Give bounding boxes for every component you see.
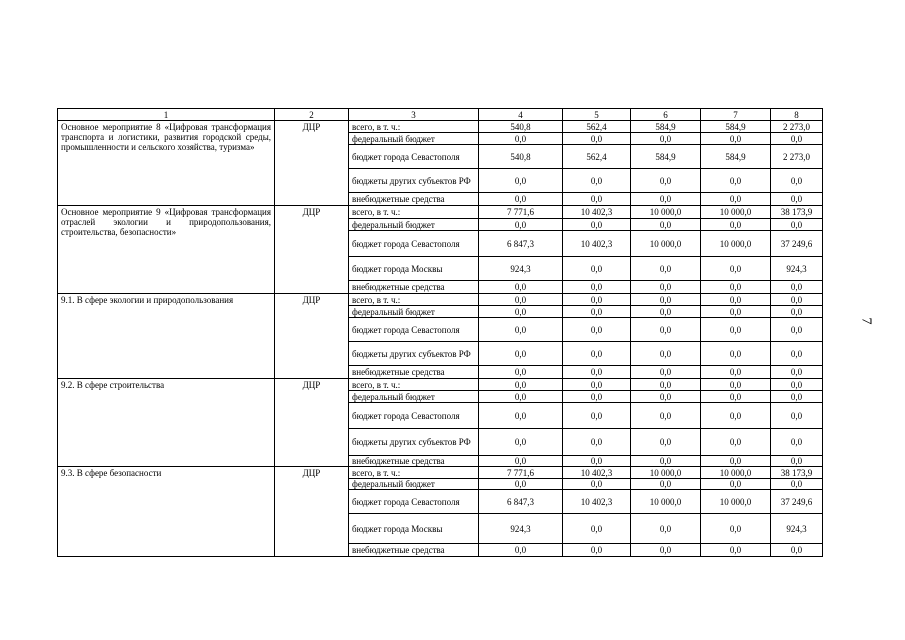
funding-source: федеральный бюджет — [349, 219, 479, 231]
amount-cell: 0,0 — [479, 379, 563, 391]
amount-cell: 37 249,6 — [771, 490, 823, 514]
amount-cell: 0,0 — [771, 391, 823, 403]
amount-cell: 0,0 — [563, 294, 631, 306]
page-number: 7 — [858, 317, 874, 325]
funding-source: бюджеты других субъектов РФ — [349, 169, 479, 193]
amount-cell: 0,0 — [701, 403, 771, 429]
amount-cell: 0,0 — [479, 219, 563, 231]
funding-source: бюджет города Севастополя — [349, 490, 479, 514]
executor-code: ДЦР — [275, 294, 349, 379]
column-header: 1 — [58, 109, 275, 121]
amount-cell: 0,0 — [631, 133, 701, 145]
amount-cell: 0,0 — [631, 318, 701, 342]
amount-cell: 562,4 — [563, 145, 631, 169]
funding-source: внебюджетные средства — [349, 193, 479, 206]
amount-cell: 0,0 — [701, 169, 771, 193]
column-header: 5 — [563, 109, 631, 121]
amount-cell: 0,0 — [631, 169, 701, 193]
funding-source: всего, в т. ч.: — [349, 294, 479, 306]
funding-source: бюджет города Севастополя — [349, 145, 479, 169]
amount-cell: 540,8 — [479, 145, 563, 169]
amount-cell: 0,0 — [563, 257, 631, 281]
amount-cell: 0,0 — [563, 318, 631, 342]
amount-cell: 0,0 — [701, 294, 771, 306]
funding-source: бюджеты других субъектов РФ — [349, 429, 479, 456]
activity-title: 9.2. В сфере строительства — [58, 379, 275, 467]
amount-cell: 0,0 — [701, 456, 771, 467]
amount-cell: 0,0 — [479, 391, 563, 403]
amount-cell: 0,0 — [563, 219, 631, 231]
amount-cell: 0,0 — [631, 456, 701, 467]
amount-cell: 0,0 — [631, 391, 701, 403]
amount-cell: 2 273,0 — [771, 121, 823, 133]
amount-cell: 10 000,0 — [701, 231, 771, 257]
amount-cell: 7 771,6 — [479, 206, 563, 219]
amount-cell: 584,9 — [631, 121, 701, 133]
funding-source: внебюджетные средства — [349, 281, 479, 294]
funding-source: всего, в т. ч.: — [349, 121, 479, 133]
table-row — [58, 206, 823, 219]
amount-cell: 0,0 — [563, 479, 631, 490]
amount-cell: 0,0 — [563, 403, 631, 429]
amount-cell: 10 000,0 — [631, 206, 701, 219]
amount-cell: 0,0 — [479, 342, 563, 366]
amount-cell: 0,0 — [563, 133, 631, 145]
amount-cell: 0,0 — [479, 294, 563, 306]
funding-source: всего, в т. ч.: — [349, 467, 479, 479]
amount-cell: 7 771,6 — [479, 467, 563, 479]
funding-source: всего, в т. ч.: — [349, 206, 479, 219]
amount-cell: 0,0 — [563, 342, 631, 366]
amount-cell: 0,0 — [631, 429, 701, 456]
amount-cell: 0,0 — [631, 366, 701, 379]
funding-source: бюджет города Москвы — [349, 514, 479, 544]
amount-cell: 0,0 — [631, 306, 701, 318]
funding-source: внебюджетные средства — [349, 366, 479, 379]
amount-cell: 0,0 — [563, 169, 631, 193]
column-header: 4 — [479, 109, 563, 121]
column-number-header — [58, 109, 823, 121]
amount-cell: 0,0 — [631, 219, 701, 231]
amount-cell: 0,0 — [771, 219, 823, 231]
amount-cell: 0,0 — [701, 342, 771, 366]
amount-cell: 0,0 — [771, 306, 823, 318]
amount-cell: 0,0 — [701, 379, 771, 391]
funding-source: бюджет города Севастополя — [349, 403, 479, 429]
amount-cell: 0,0 — [771, 366, 823, 379]
amount-cell: 0,0 — [771, 169, 823, 193]
amount-cell: 0,0 — [701, 514, 771, 544]
table-row — [58, 467, 823, 479]
amount-cell: 0,0 — [701, 219, 771, 231]
column-header: 3 — [349, 109, 479, 121]
amount-cell: 0,0 — [771, 403, 823, 429]
amount-cell: 0,0 — [771, 456, 823, 467]
amount-cell: 0,0 — [701, 429, 771, 456]
executor-code: ДЦР — [275, 467, 349, 557]
amount-cell: 0,0 — [563, 429, 631, 456]
amount-cell: 0,0 — [631, 479, 701, 490]
amount-cell: 0,0 — [631, 342, 701, 366]
funding-source: внебюджетные средства — [349, 456, 479, 467]
amount-cell: 0,0 — [563, 193, 631, 206]
amount-cell: 0,0 — [563, 366, 631, 379]
column-header: 7 — [701, 109, 771, 121]
amount-cell: 0,0 — [701, 133, 771, 145]
funding-source: бюджет города Севастополя — [349, 231, 479, 257]
executor-code: ДЦР — [275, 121, 349, 206]
amount-cell: 0,0 — [771, 318, 823, 342]
table-row — [58, 379, 823, 391]
amount-cell: 0,0 — [701, 391, 771, 403]
amount-cell: 0,0 — [563, 379, 631, 391]
funding-source: федеральный бюджет — [349, 306, 479, 318]
amount-cell: 0,0 — [771, 479, 823, 490]
amount-cell: 0,0 — [479, 169, 563, 193]
amount-cell: 0,0 — [479, 318, 563, 342]
amount-cell: 0,0 — [563, 306, 631, 318]
amount-cell: 0,0 — [563, 281, 631, 294]
amount-cell: 0,0 — [701, 257, 771, 281]
amount-cell: 10 402,3 — [563, 467, 631, 479]
amount-cell: 2 273,0 — [771, 145, 823, 169]
funding-source: бюджеты других субъектов РФ — [349, 342, 479, 366]
funding-source: федеральный бюджет — [349, 479, 479, 490]
amount-cell: 10 000,0 — [701, 206, 771, 219]
amount-cell: 10 402,3 — [563, 231, 631, 257]
amount-cell: 0,0 — [631, 379, 701, 391]
amount-cell: 10 000,0 — [701, 467, 771, 479]
amount-cell: 584,9 — [631, 145, 701, 169]
funding-source: всего, в т. ч.: — [349, 379, 479, 391]
activity-title: Основное мероприятие 9 «Цифровая трансформация отраслей экологии и природопользования, строительства, безопасности» — [58, 206, 275, 294]
amount-cell: 38 173,9 — [771, 206, 823, 219]
amount-cell: 10 000,0 — [631, 231, 701, 257]
column-header: 2 — [275, 109, 349, 121]
amount-cell: 584,9 — [701, 145, 771, 169]
amount-cell: 0,0 — [479, 366, 563, 379]
amount-cell: 0,0 — [479, 133, 563, 145]
amount-cell: 924,3 — [771, 257, 823, 281]
amount-cell: 0,0 — [479, 544, 563, 557]
amount-cell: 0,0 — [701, 193, 771, 206]
amount-cell: 0,0 — [479, 306, 563, 318]
funding-source: внебюджетные средства — [349, 544, 479, 557]
amount-cell: 0,0 — [701, 366, 771, 379]
amount-cell: 0,0 — [771, 544, 823, 557]
amount-cell: 0,0 — [701, 479, 771, 490]
amount-cell: 10 000,0 — [631, 490, 701, 514]
executor-code: ДЦР — [275, 379, 349, 467]
amount-cell: 6 847,3 — [479, 231, 563, 257]
amount-cell: 924,3 — [771, 514, 823, 544]
amount-cell: 0,0 — [771, 429, 823, 456]
table-row — [58, 121, 823, 133]
amount-cell: 0,0 — [479, 281, 563, 294]
amount-cell: 10 402,3 — [563, 490, 631, 514]
column-header: 6 — [631, 109, 701, 121]
amount-cell: 0,0 — [631, 403, 701, 429]
table-row — [58, 294, 823, 306]
amount-cell: 0,0 — [631, 544, 701, 557]
amount-cell: 0,0 — [479, 479, 563, 490]
amount-cell: 0,0 — [771, 342, 823, 366]
funding-source: бюджет города Севастополя — [349, 318, 479, 342]
activity-title: 9.3. В сфере безопасности — [58, 467, 275, 557]
funding-source: федеральный бюджет — [349, 133, 479, 145]
activity-title: Основное мероприятие 8 «Цифровая трансформация транспорта и логистики, развития городской среды, промышленности и сельского хозяйства, туризма» — [58, 121, 275, 206]
amount-cell: 0,0 — [631, 294, 701, 306]
amount-cell: 10 402,3 — [563, 206, 631, 219]
amount-cell: 0,0 — [563, 544, 631, 557]
budget-table — [57, 108, 823, 557]
funding-source: бюджет города Москвы — [349, 257, 479, 281]
amount-cell: 924,3 — [479, 257, 563, 281]
amount-cell: 0,0 — [563, 456, 631, 467]
amount-cell: 584,9 — [701, 121, 771, 133]
amount-cell: 0,0 — [631, 281, 701, 294]
amount-cell: 37 249,6 — [771, 231, 823, 257]
amount-cell: 0,0 — [479, 193, 563, 206]
amount-cell: 0,0 — [771, 294, 823, 306]
amount-cell: 0,0 — [631, 193, 701, 206]
amount-cell: 0,0 — [479, 403, 563, 429]
amount-cell: 0,0 — [771, 193, 823, 206]
amount-cell: 0,0 — [631, 514, 701, 544]
amount-cell: 0,0 — [479, 429, 563, 456]
amount-cell: 0,0 — [771, 281, 823, 294]
amount-cell: 0,0 — [631, 257, 701, 281]
activity-title: 9.1. В сфере экологии и природопользования — [58, 294, 275, 379]
amount-cell: 0,0 — [701, 306, 771, 318]
amount-cell: 38 173,9 — [771, 467, 823, 479]
amount-cell: 0,0 — [701, 318, 771, 342]
amount-cell: 562,4 — [563, 121, 631, 133]
amount-cell: 540,8 — [479, 121, 563, 133]
funding-source: федеральный бюджет — [349, 391, 479, 403]
executor-code: ДЦР — [275, 206, 349, 294]
amount-cell: 0,0 — [563, 514, 631, 544]
column-header: 8 — [771, 109, 823, 121]
amount-cell: 0,0 — [701, 544, 771, 557]
amount-cell: 0,0 — [479, 456, 563, 467]
amount-cell: 924,3 — [479, 514, 563, 544]
amount-cell: 10 000,0 — [631, 467, 701, 479]
amount-cell: 0,0 — [563, 391, 631, 403]
amount-cell: 6 847,3 — [479, 490, 563, 514]
amount-cell: 10 000,0 — [701, 490, 771, 514]
amount-cell: 0,0 — [701, 281, 771, 294]
amount-cell: 0,0 — [771, 379, 823, 391]
amount-cell: 0,0 — [771, 133, 823, 145]
